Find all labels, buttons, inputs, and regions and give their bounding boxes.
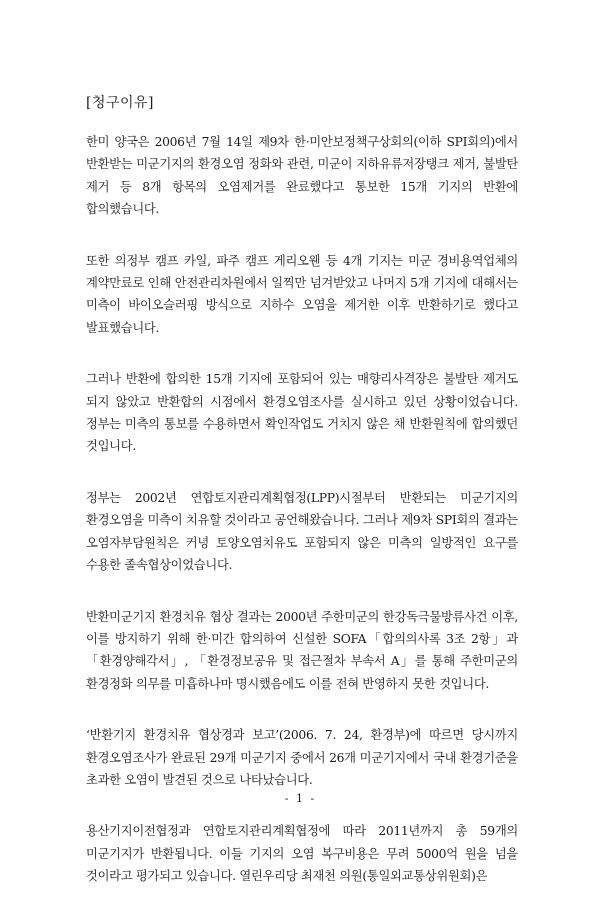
section-heading: [청구이유] [86, 95, 155, 111]
paragraph: 용산기지이전협정과 연합토지관리계획협정에 따라 2011년까지 총 59개의 미군기지가 반환됩니다. 이들 기지의 오염 복구비용은 무려 5000억 원을 넘을 것이라고 평가되고 있습니다. 열린우리당 최재천 의원(통일외교통상위원회)은 [86, 824, 518, 884]
paragraph: 정부는 2002년 연합토지관리계획협정(LPP)시절부터 반환되는 미군기지의 환경오염을 미측이 치유할 것이라고 공언해왔습니다. 그러나 제9차 SPI회의 결과는 오염자부담원칙은 커녕 토양오염치유도 포함되지 않은 미측의 일방적인 요구를 수용한 졸속협상이었습니다. [86, 490, 518, 573]
paragraph: 또한 의정부 캠프 카일, 파주 캠프 게리오웬 등 4개 기지는 미군 경비용역업체의 계약만료로 인해 안전관리차원에서 일찍만 넘겨받았고 나머지 5개 기지에 대해서는 미측이 바이오슬러핑 방식으로 지하수 오염을 제거한 이후 반환하기로 했다고 발표했습니다. [86, 253, 518, 335]
paragraph: 반환미군기지 환경치유 협상 결과는 2000년 주한미군의 한강독극물방류사건 이후, 이를 방지하기 위해 한·미간 합의하여 신설한 SOFA「합의의사록 3조 2항」과 「환경양해각서」, 「환경정보공유 및 접근절차 부속서 A」를 통해 주한미군의 환경정화 의무를 미흡하나마 명시했음에도 이를 전혀 반영하지 못한 것입니다. [86, 609, 518, 691]
page-number: - 1 - [284, 792, 317, 805]
paragraph: 그러나 반환에 합의한 15개 기지에 포함되어 있는 매향리사격장은 불발탄 제거도 되지 않았고 반환합의 시점에서 환경오염조사를 실시하고 있던 상황이었습니다. 정부는 미측의 통보를 수용하면서 확인작업도 거치지 않은 채 반환원칙에 합의했던 것입니다. [86, 372, 518, 454]
paragraph: ‘반환기지 환경치유 협상경과 보고’(2006. 7. 24, 환경부)에 따르면 당시까지 환경오염조사가 완료된 29개 미군기지 중에서 26개 미군기지에서 국내 환경기준을 초과한 오염이 발견된 것으로 나타났습니다. [86, 728, 518, 787]
paragraph: 한미 양국은 2006년 7월 14일 제9차 한·미안보정책구상회의(이하 SPI회의)에서 반환받는 미군기지의 환경오염 정화와 관련, 미군이 지하유류저장탱크 제거, 불발탄 제거 등 8개 항목의 오염제거를 완료했다고 통보한 15개 기지의 반환에 합의했습니다. [86, 135, 518, 217]
